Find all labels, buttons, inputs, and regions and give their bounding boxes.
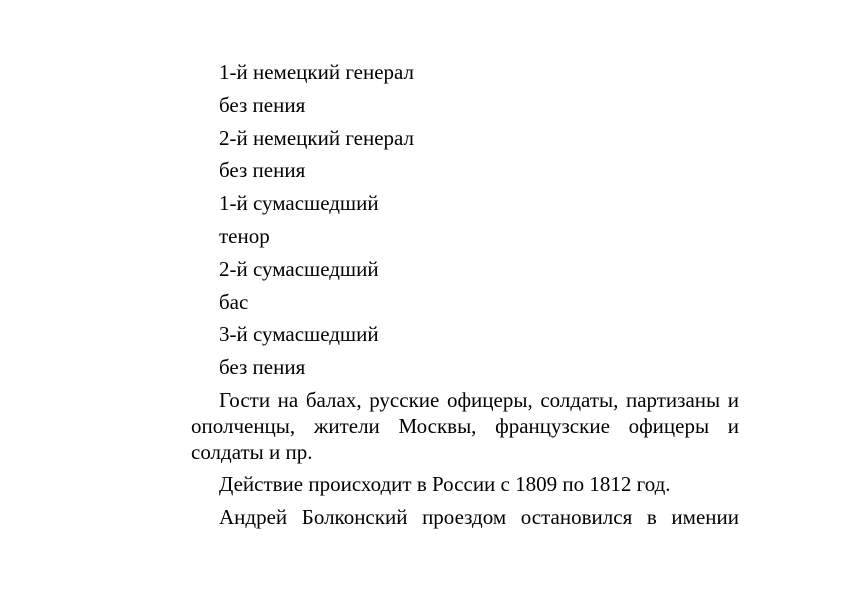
cast-role-1: 1-й немецкий генерал [219, 60, 415, 84]
document-body [191, 56, 739, 534]
cast-voice-1: без пения [219, 92, 306, 117]
cast-role-5: 3-й сумасшедший [219, 322, 379, 347]
extras-paragraph: Гости на балах, русские офицеры, солдаты, партизаны и ополченцы, жители Москвы, французские офицеры и солдаты и пр. [191, 387, 739, 464]
cast-voice-3: тенор [219, 223, 270, 248]
opening-paragraph: Андрей Болконский проездом остановился в имении [219, 504, 739, 529]
cast-voice-4: бас [219, 289, 249, 314]
cast-role-3: 1-й сумасшедший [219, 191, 379, 216]
cast-voice-2: без пения [219, 158, 306, 183]
cast-role-2: 2-й немецкий генерал [219, 125, 415, 150]
cast-voice-5: без пения [219, 355, 306, 380]
cast-role-4: 2-й сумасшедший [219, 256, 379, 281]
setting-paragraph: Действие происходит в России с 1809 по 1812 год. [219, 471, 671, 496]
